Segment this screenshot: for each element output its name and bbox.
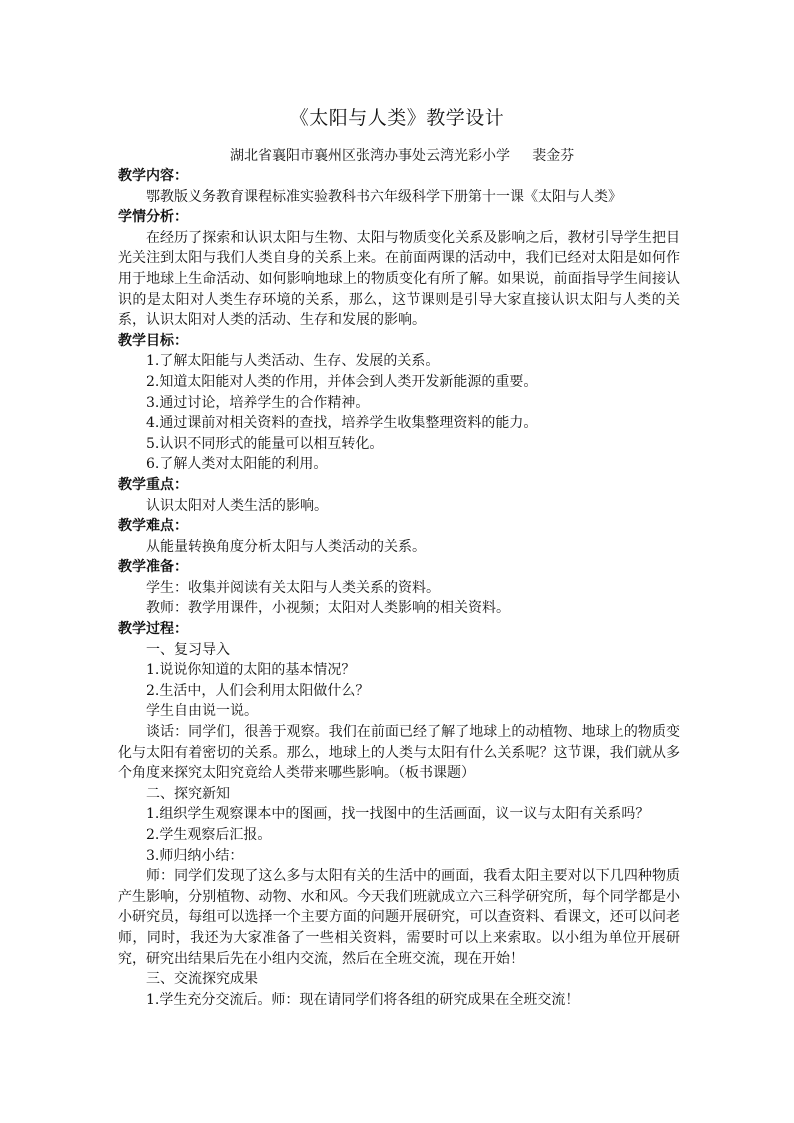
difficulty-text: 从能量转换角度分析太阳与人类活动的关系。 [146,538,426,555]
document-title: 《太阳与人类》教学设计 [289,107,505,129]
process-part1-q2: 2.生活中，人们会利用太阳做什么？ [146,682,370,699]
goal-item: 1.了解太阳能与人类活动、生存、发展的关系。 [146,353,440,370]
process-part1-q1: 1.说说你知道的太阳的基本情况？ [146,662,356,679]
goal-item: 3.通过讨论，培养学生的合作精神。 [146,394,370,411]
preparation-teacher: 教师：教学用课件，小视频；太阳对人类影响的相关资料。 [146,600,510,617]
process-part2-step3: 3.师归纳小结： [146,847,244,864]
document-body [118,166,680,1010]
section-heading-goals: 教学目标： [118,332,188,349]
section-heading-preparation: 教学准备： [118,559,188,576]
analysis-text: 在经历了探索和认识太阳与生物、太阳与物质变化关系及影响之后，教材引导学生把目光关注到太阳与我们人类自身的关系上来。在前面两课的活动中，我们已经对太阳是如何作用于地球上生命活动、如何影响地球上的物质变化有所了解。如果说，前面指导学生间接认识的是太阳对人类生存环境的关系，那么，这节课则是引导大家直接认识太阳与人类的关系，认识太阳对人类的活动、生存和发展的影响。 [118,229,680,329]
process-part2-step2: 2.学生观察后汇报。 [146,827,272,843]
section-heading-difficulty: 教学难点： [118,518,188,535]
process-part3-step1: 1.学生充分交流后。师：现在请同学们将各组的研究成果在全班交流！ [146,991,580,1008]
goal-item: 6.了解人类对太阳能的利用。 [146,456,328,473]
goal-item: 5.认识不同形式的能量可以相互转化。 [146,435,384,452]
preparation-student: 学生：收集并阅读有关太阳与人类关系的资料。 [146,579,440,596]
process-part2-step1: 1.组织学生观察课本中的图画，找一找图中的生活画面，议一议与太阳有关系吗？ [146,806,650,823]
process-part1-free-talk: 学生自由说一说。 [146,703,258,720]
process-part1-title: 一、复习导入 [146,641,230,658]
process-part3-title: 三、交流探究成果 [146,971,258,988]
process-part2-teacher-text: 师：同学们发现了这么多与太阳有关的生活中的画面，我看太阳主要对以下几四种物质产生影响，分别植物、动物、水和风。今天我们班就成立六三科学研究所，每个同学都是小小研究员，每组可以选择一个主要方面的问题开展研究，可以查资料、看课文，还可以问老师，同时，我还为大家准备了一些相关资料，需要时可以上来索取。以小组为单位开展研究，研究出结果后先在小组内交流，然后在全班交流，现在开始！ [118,868,680,967]
author-line: 湖北省襄阳市襄州区张湾办事处云湾光彩小学 裴金芬 [230,148,575,164]
process-part1-talk: 谈话：同学们，很善于观察。我们在前面已经了解了地球上的动植物、地球上的物质变化与太阳有着密切的关系。那么，地球上的人类与太阳有什么关系呢？这节课，我们就从多个角度来探究太阳究竟给人类带来哪些影响。（板书课题） [118,724,680,782]
goal-item: 4.通过课前对相关资料的查找，培养学生收集整理资料的能力。 [146,415,538,432]
content-text: 鄂教版义务教育课程标准实验教科书六年级科学下册第十一课《太阳与人类》 [146,188,622,205]
key-point-text: 认识太阳对人类生活的影响。 [146,497,328,514]
section-heading-process: 教学过程： [118,621,188,638]
goal-item: 2.知道太阳能对人类的作用，并体会到人类开发新能源的重要。 [146,373,538,390]
process-part2-title: 二、探究新知 [146,785,230,802]
section-heading-key-point: 教学重点： [118,476,188,493]
section-heading-analysis: 学情分析： [118,209,188,226]
section-heading-content: 教学内容： [118,168,188,184]
